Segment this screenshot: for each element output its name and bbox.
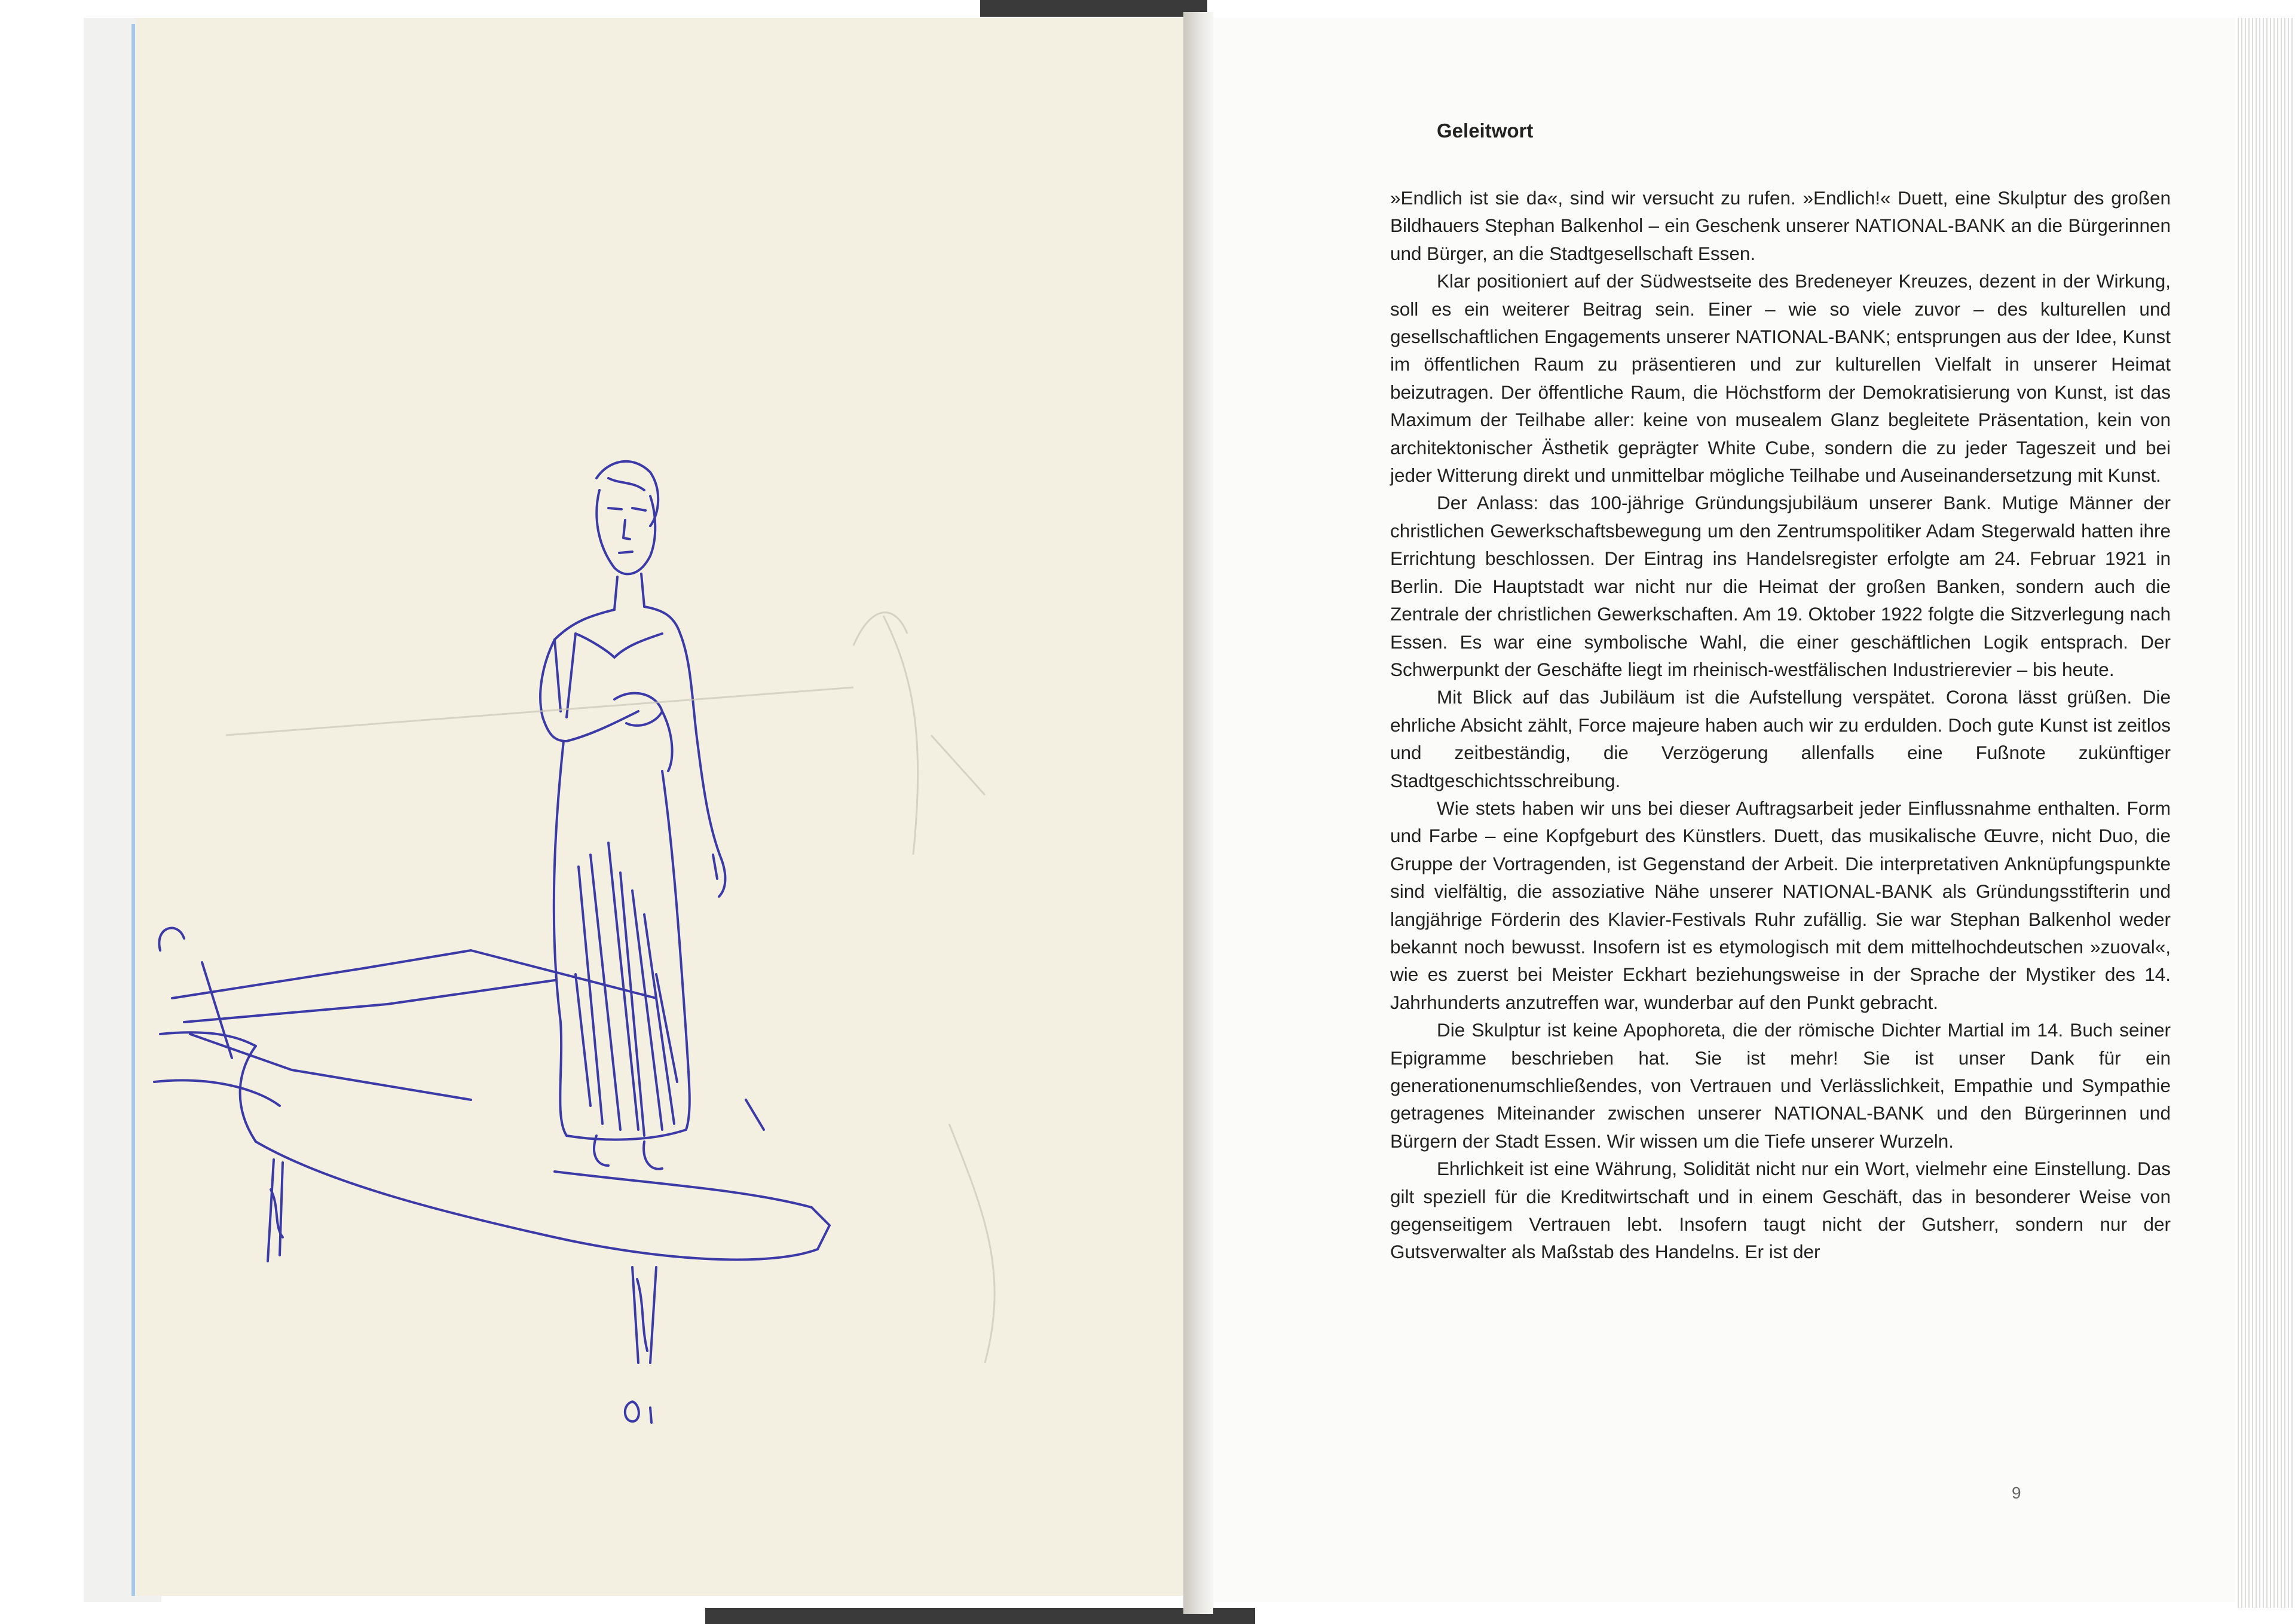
- left-ribbon-edge: [131, 24, 135, 1596]
- paragraph: Klar positioniert auf der Südwestseite des Bredeneyer Kreuzes, dezent in der Wirkung, soll es ein weiterer Beitrag sein. Einer – wie so viele zuvor – des kulturellen und gesellschaftlichen Engagements unserer NATIONAL-BANK; entsprungen aus der Idee, Kunst im öffentlichen Raum zu präsentieren und zur kulturellen Vielfalt in unserer Heimat beizutragen. Der öffentliche Raum, die Höchstform der Demokratisierung von Kunst, ist das Maximum der Teilhabe aller: keine von musealem Glanz begleitete Präsentation, kein von architektonischer Ästhetik geprägter White Cube, sondern die zu jeder Tageszeit und bei jeder Witterung direkt und unmittelbar mögliche Teilhabe und Auseinandersetzung mit Kunst.: [1390, 270, 2171, 487]
- book-cover-bottom: [705, 1608, 1255, 1624]
- paragraph: Wie stets haben wir uns bei dieser Auftragsarbeit jeder Einflussnahme enthalten. Form und Farbe – eine Kopfgeburt des Künstlers. Duett, das musikalische Œuvre, nicht Duo, die Gruppe der Vortragenden, ist Gegenstand der Arbeit. Die interpretativen Anknüpfungspunkte sind vielfältig, die assoziative Nähe unserer NATIONAL-BANK als Gründungsstifterin und langjährige Förderin des Klavier-Festivals Ruhr zufällig. Sie war Stephan Balkenhol weder bekannt noch bewusst. Insofern ist es etymologisch mit dem mittelhochdeutschen »zuoval«, wie es zuerst bei Meister Eckhart beziehungsweise in der Sprache der Mystiker des 14. Jahrhunderts anzutreffen war, wunderbar auf den Punkt gebracht.: [1390, 797, 2171, 1013]
- foreword-text: [1390, 120, 2171, 1266]
- paragraph: Der Anlass: das 100-jährige Gründungsjubiläum unserer Bank. Mutige Männer der christlichen Gewerkschaftsbewegung um den Zentrumspolitiker Adam Stegerwald hatten ihre Errichtung beschlossen. Der Eintrag ins Handelsregister erfolgte am 24. Februar 1921 in Berlin. Die Hauptstadt war nicht nur die Heimat der großen Banken, sondern auch die Zentrale der christlichen Gewerkschaften. Am 19. Oktober 1922 folgte die Sitzverlegung nach Essen. Es war eine symbolische Wahl, die einer geschäftlichen Logik entsprach. Der Schwerpunkt der Geschäfte liegt im rheinisch-westfälischen Industrierevier – bis heute.: [1390, 492, 2171, 680]
- page-heading: Geleitwort: [1437, 120, 1534, 142]
- page-number: 9: [2012, 1484, 2021, 1502]
- book-cover-top: [980, 0, 1207, 17]
- paragraph: Mit Blick auf das Jubiläum ist die Aufstellung verspätet. Corona lässt grüßen. Die ehrliche Absicht zählt, Force majeure haben auch wir zu erdulden. Doch gute Kunst ist zeitlos und zeitbeständig, die Verzögerung allenfalls eine Fußnote zukünftiger Stadtgeschichtsschreibung.: [1390, 686, 2171, 791]
- paragraph: Die Skulptur ist keine Apophoreta, die der römische Dichter Martial im 14. Buch seiner Epigramme beschrieben hat. Sie ist mehr! Sie ist unser Dank für ein generationenumschließendes, von Vertrauen und Verlässlichkeit, Empathie und Sympathie getragenes Miteinander zwischen unserer NATIONAL-BANK und den Bürgerinnen und Bürgern der Stadt Essen. Wir wissen um die Tiefe unserer Wurzeln.: [1390, 1019, 2171, 1152]
- piano-figure-sketch: [136, 18, 1188, 1596]
- paragraph: Ehrlichkeit ist eine Währung, Solidität nicht nur ein Wort, vielmehr eine Einstellung. Das gilt speziell für die Kreditwirtschaft und in einem Geschäft, das in besonderer Weise von gegenseitigem Vertrauen lebt. Insofern taugt nicht der Gutsherr, sondern nur der Gutsverwalter als Maßstab des Handelns. Er ist der: [1390, 1158, 2171, 1263]
- right-page-edges: [2235, 18, 2295, 1608]
- paragraph: »Endlich ist sie da«, sind wir versucht zu rufen. »Endlich!« Duett, eine Skulptur des großen Bildhauers Stephan Balkenhol – ein Geschenk unserer NATIONAL-BANK an die Bürgerinnen und Bürger, an die Stadtgesellschaft Essen.: [1390, 187, 2171, 264]
